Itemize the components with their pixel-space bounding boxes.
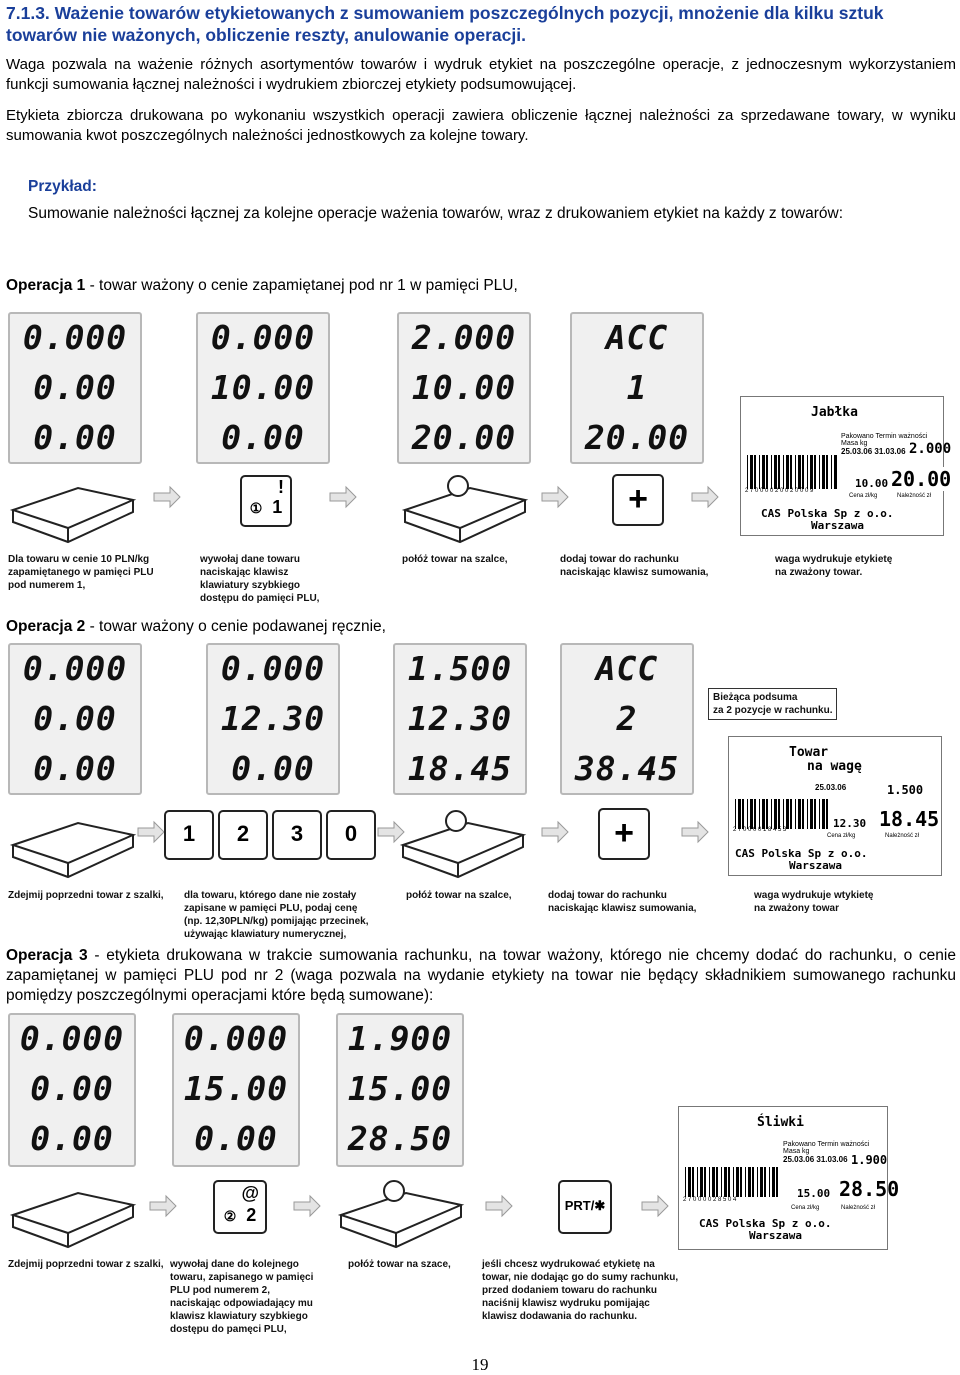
op3-arrow-2 xyxy=(292,1194,322,1218)
barcode-bar xyxy=(728,1167,730,1197)
operation-2-heading: Operacja 2 - towar ważony o cenie podawanej ręcznie, xyxy=(6,618,386,635)
barcode-bar xyxy=(738,799,741,829)
op1-arrow-2 xyxy=(328,485,358,509)
barcode-bar xyxy=(759,799,760,829)
op3-display-3: 1.900 15.00 28.50 xyxy=(336,1013,464,1167)
print-key[interactable]: PRT/✱ xyxy=(558,1180,612,1234)
barcode-bar xyxy=(724,1167,727,1197)
digit-key-3[interactable]: 3 xyxy=(272,810,322,860)
op2-barcode xyxy=(733,799,831,829)
barcode-bar xyxy=(795,799,796,829)
op2-caption-3: połóż towar na szalce, xyxy=(406,890,512,901)
op3-caption-1: Zdejmij poprzedni towar z szalki, xyxy=(8,1259,164,1270)
example-title: Przykład: xyxy=(28,178,97,195)
op1-caption-2: wywołaj dane towaru naciskając klawisz klawiatury szybkiego dostępu do pamięci PLU, xyxy=(200,554,320,604)
op1-arrow-4 xyxy=(690,485,720,509)
barcode-bar xyxy=(790,799,792,829)
op1-plus-key[interactable]: + xyxy=(612,474,664,526)
op3-caption-3: połóż towar na szace, xyxy=(348,1259,451,1270)
op2-caption-2: dla towaru, którego dane nie zostały zapisane w pamięci PLU, podaj cenę (np. 12,30PLN/kg) pomijając przecinek, używając klawiatury numerycznej, xyxy=(184,890,369,940)
op1-display-1: 0.000 0.00 0.00 xyxy=(8,312,142,464)
op1-scale-icon-1 xyxy=(8,470,138,548)
op1-arrow-1 xyxy=(152,485,182,509)
barcode-bar xyxy=(776,1167,778,1197)
op2-caption-4: dodaj towar do rachunku naciskając klawisz sumowania, xyxy=(548,890,697,914)
op2-plus-key[interactable]: + xyxy=(598,808,650,860)
op2-caption-5: waga wydrukuje wtykietę na zważony towar xyxy=(754,890,874,914)
barcode-bar xyxy=(826,799,828,829)
op3-barcode xyxy=(683,1167,779,1197)
barcode-bar xyxy=(748,1167,751,1197)
op1-scale-icon-2 xyxy=(400,470,530,548)
barcode-bar xyxy=(692,1167,694,1197)
barcode-bar xyxy=(802,455,804,489)
op1-caption-5: waga wydrukuje etykietę na zważony towar. xyxy=(775,554,893,578)
op3-printed-label: Śliwki Pakowano Termin ważności Masa kg 25.03.06 31.03.06 1.900 2 7 0 0 0 0 2 8 5 0 4 15.00 28.50 Cena zł/kg Należność zł CAS Polska Sp z o.o. Warszawa xyxy=(678,1106,888,1250)
barcode-bar xyxy=(810,799,813,829)
barcode-bar xyxy=(745,1167,746,1197)
barcode-bar xyxy=(774,455,777,489)
barcode-bar xyxy=(802,799,804,829)
barcode-bar xyxy=(736,1167,739,1197)
op3-arrow-4 xyxy=(640,1194,670,1218)
barcode-bar xyxy=(831,455,832,489)
operation-3-heading: Operacja 3 - etykieta drukowana w trakcie sumowania rachunku, na towar ważony, którego nie chcemy dodać do rachunku, o cenie zapamiętanej w pamięci PLU pod nr 2 (waga pozwala na wydanie etykiety na towar nie będący składnikiem sumowanego rachunku pomiędzy poszczególnymi operacjami które będą sumowane): xyxy=(6,947,956,1004)
barcode-bar xyxy=(759,455,760,489)
barcode-bar xyxy=(819,799,820,829)
op2-display-2: 0.000 12.30 0.00 xyxy=(206,643,340,795)
op3-display-2: 0.000 15.00 0.00 xyxy=(172,1013,300,1167)
op2-display-3: 1.500 12.30 18.45 xyxy=(393,643,527,795)
barcode-bar xyxy=(750,455,753,489)
barcode-bar xyxy=(747,455,748,489)
barcode-bar xyxy=(778,455,780,489)
barcode-bar xyxy=(798,455,801,489)
barcode-bar xyxy=(712,1167,715,1197)
barcode-bar xyxy=(704,1167,706,1197)
barcode-bar xyxy=(766,799,768,829)
op2-arrow-4 xyxy=(680,820,710,844)
barcode-bar xyxy=(754,455,756,489)
barcode-bar xyxy=(783,799,784,829)
op3-scale-icon-1 xyxy=(8,1175,138,1253)
op3-plu-key[interactable]: @ ② 2 xyxy=(213,1180,267,1234)
op3-arrow-3 xyxy=(484,1194,514,1218)
barcode-bar xyxy=(786,455,789,489)
barcode-bar xyxy=(810,455,813,489)
op1-caption-1: Dla towaru w cenie 10 PLN/kg zapamiętanego w pamięci PLU pod numerem 1, xyxy=(8,554,154,591)
barcode-bar xyxy=(771,455,772,489)
barcode-bar xyxy=(771,799,772,829)
barcode-bar xyxy=(735,799,736,829)
barcode-bar xyxy=(814,799,816,829)
op3-display-1: 0.000 0.00 0.00 xyxy=(8,1013,136,1167)
barcode-bar xyxy=(740,1167,742,1197)
barcode-bar xyxy=(688,1167,691,1197)
barcode-bar xyxy=(721,1167,722,1197)
barcode-bar xyxy=(774,799,777,829)
op1-display-2: 0.000 10.00 0.00 xyxy=(196,312,330,464)
barcode-bar xyxy=(757,1167,758,1197)
op3-caption-4: jeśli chcesz wydrukować etykietę na towar, nie dodając go do sumy rachunku, przed dodaniem towaru do rachunku naciśnij klawisz wydruku pomijając klawisz dodawania do rachunku. xyxy=(482,1259,679,1322)
op1-display-3: 2.000 10.00 20.00 xyxy=(397,312,531,464)
op2-scale-icon-1 xyxy=(8,805,138,883)
op3-arrow-1 xyxy=(148,1194,178,1218)
barcode-bar xyxy=(747,799,748,829)
barcode-bar xyxy=(798,799,801,829)
barcode-bar xyxy=(822,455,825,489)
op1-arrow-3 xyxy=(540,485,570,509)
op1-barcode xyxy=(745,455,839,489)
barcode-bar xyxy=(762,455,765,489)
barcode-bar xyxy=(697,1167,698,1197)
intro-paragraph-2: Etykieta zbiorcza drukowana po wykonaniu wszystkich operacji zawiera obliczenie łącznej należności za sprzedawane towary, w wyniku sumowania kwot poszczególnych należności jednostkowych za kolejne towary. xyxy=(6,107,956,144)
barcode-bar xyxy=(786,799,789,829)
barcode-bar xyxy=(760,1167,763,1197)
barcode-bar xyxy=(700,1167,703,1197)
op1-display-4: ACC 1 20.00 xyxy=(570,312,704,464)
barcode-bar xyxy=(772,1167,775,1197)
barcode-bar xyxy=(790,455,792,489)
page-number: 19 xyxy=(471,1355,489,1374)
barcode-bar xyxy=(807,799,808,829)
barcode-bar xyxy=(807,455,808,489)
barcode-bar xyxy=(766,455,768,489)
barcode-bar xyxy=(822,799,825,829)
barcode-bar xyxy=(764,1167,766,1197)
barcode-bar xyxy=(769,1167,770,1197)
barcode-bar xyxy=(709,1167,710,1197)
barcode-bar xyxy=(742,799,744,829)
barcode-bar xyxy=(750,799,753,829)
barcode-bar xyxy=(685,1167,686,1197)
example-text: Sumowanie należności łącznej za kolejne operacje ważenia towarów, wraz z drukowaniem etykiet na każdy z towarów: xyxy=(28,205,844,222)
section-heading: 7.1.3. Ważenie towarów etykietowanych z sumowaniem poszczególnych pozycji, mnożenie dla kilku sztuk towarów nie ważonych, obliczenie reszty, anulowanie operacji. xyxy=(6,3,884,45)
op2-subtotal-note: Bieżąca podsuma za 2 pozycje w rachunku. xyxy=(708,688,837,720)
barcode-bar xyxy=(795,455,796,489)
barcode-bar xyxy=(834,455,837,489)
barcode-bar xyxy=(783,455,784,489)
barcode-bar xyxy=(778,799,780,829)
op2-scale-icon-2 xyxy=(398,805,528,883)
barcode-bar xyxy=(752,1167,754,1197)
barcode-bar xyxy=(819,455,820,489)
op2-display-1: 0.000 0.00 0.00 xyxy=(8,643,142,795)
op2-printed-label: Towar na wagę 25.03.06 1.500 2 7 0 0 0 0 1 8 4 5 3 12.30 18.45 Cena zł/kg Należność zł CAS Polska Sp z o.o. Warszawa xyxy=(728,736,942,876)
digit-key-0[interactable]: 0 xyxy=(326,810,376,860)
op1-caption-4: dodaj towar do rachunku naciskając klawisz sumowania, xyxy=(560,554,709,578)
operation-1-heading: Operacja 1 - towar ważony o cenie zapamiętanej pod nr 1 w pamięci PLU, xyxy=(6,277,518,294)
op2-display-4: ACC 2 38.45 xyxy=(560,643,694,795)
barcode-bar xyxy=(754,799,756,829)
op1-printed-label: Jabłka Pakowano Termin ważności Masa kg 25.03.06 31.03.06 2.000 2 7 0 0 0 0 2 0 0 2 0 0 0 9 10.00 20.00 Cena zł/kg Należność zł CAS Polska Sp z o.o. Warszawa xyxy=(740,396,944,536)
intro-paragraph-1: Waga pozwala na ważenie różnych asortymentów towarów i wydruk etykiet na poszczególne operacje, z jednoczesnym wykorzystaniem funkcji sumowania łącznej należności i wydrukiem zbiorczej etykiety podsumowującej. xyxy=(6,56,956,93)
barcode-bar xyxy=(826,455,828,489)
barcode-bar xyxy=(814,455,816,489)
op3-caption-2: wywołaj dane do kolejnego towaru, zapisanego w pamięci PLU pod numerem 2, naciskając odpowiadający mu klawisz klawiatury szybkiego dostępu do pamęci PLU, xyxy=(170,1259,314,1335)
op2-arrow-1 xyxy=(136,820,166,844)
op2-arrow-3 xyxy=(540,820,570,844)
op1-plu-key[interactable]: ! ① 1 xyxy=(240,475,292,527)
digit-key-2[interactable]: 2 xyxy=(218,810,268,860)
barcode-bar xyxy=(762,799,765,829)
digit-key-1[interactable]: 1 xyxy=(164,810,214,860)
barcode-bar xyxy=(716,1167,718,1197)
op3-scale-icon-2 xyxy=(336,1175,466,1253)
op2-caption-1: Zdejmij poprzedni towar z szalki, xyxy=(8,890,164,901)
op1-caption-3: połóż towar na szalce, xyxy=(402,554,508,565)
barcode-bar xyxy=(733,1167,734,1197)
